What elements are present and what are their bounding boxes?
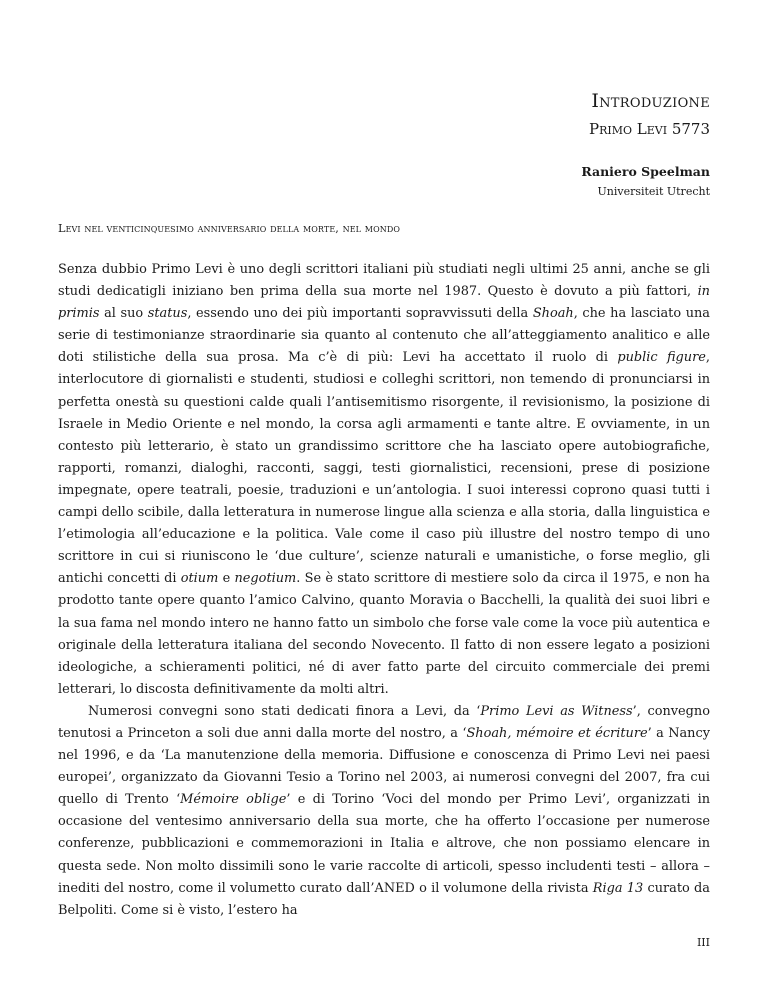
italic-run: otium xyxy=(180,571,219,587)
text-run: ’ a Nancy nel 1996, e da ‘La manutenzione della memoria. Diffusione e conoscenza di Primo Levi nei paesi europei’, organizzato da Giovanni Tesio a Torino nel 2003, ai numerosi convegni del 2007, fra cui quello di Trento ‘ xyxy=(58,725,710,808)
italic-run: public figure xyxy=(617,350,706,366)
author-name: Raniero Speelman xyxy=(581,164,710,179)
paragraph xyxy=(58,259,710,701)
italic-run: in primis xyxy=(58,284,710,322)
page-number: III xyxy=(696,936,710,949)
italic-run: Primo Levi as Witness xyxy=(480,703,633,719)
text-run: curato da Belpoliti. Come si è visto, l’estero ha xyxy=(58,880,710,918)
italic-run: Shoah, mémoire et écriture xyxy=(466,725,648,741)
chapter-title: Introduzione xyxy=(591,90,710,112)
author-affiliation: Universiteit Utrecht xyxy=(597,185,710,198)
text-run: e xyxy=(218,571,235,587)
text-run: , essendo uno dei più importanti sopravvissuti della xyxy=(187,306,533,322)
italic-run: Shoah xyxy=(532,306,574,322)
section-heading: Levi nel venticinquesimo anniversario della morte, nel mondo xyxy=(58,222,401,235)
italic-run: Riga 13 xyxy=(592,880,644,896)
italic-run: Mémoire oblige xyxy=(180,792,287,808)
body-text xyxy=(58,259,710,922)
text-run: al suo xyxy=(99,306,148,322)
text-run: , che ha lasciato una serie di testimonianze straordinarie sia quanto al contenuto che all’atteggiamento analitico e alle doti stilistiche della sua prosa. Ma c’è di più: Levi ha accettato il ruolo di xyxy=(58,306,710,366)
text-run: ’, convegno tenutosi a Princeton a soli due anni dalla morte del nostro, a ‘ xyxy=(58,703,710,741)
text-run: . Se è stato scrittore di mestiere solo da circa il 1975, e non ha prodotto tante opere quanto l’amico Calvino, quanto Moravia o Bacchelli, la qualità dei suoi libri e la sua fama nel mondo intero ne hanno fatto un simbolo che forse vale come la voce più autentica e originale della letteratura italiana del secondo Novecento. Il fatto di non essere legato a posizioni ideologiche, a schieramenti politici, né di aver fatto parte del circuito commerciale dei premi letterari, lo discosta definitivamente da molti altri. xyxy=(58,571,710,697)
text-run: Senza dubbio Primo Levi è uno degli scrittori italiani più studiati negli ultimi 25 anni, anche se gli studi dedicatigli iniziano ben prima della sua morte nel 1987. Questo è dovuto a più fattori, xyxy=(58,262,710,300)
italic-run: negotium xyxy=(234,571,297,587)
text-run: ’ e di Torino ‘Voci del mondo per Primo Levi’, organizzati in occasione del ventesimo anniversario della sua morte, che ha offerto l’occasione per numerose conferenze, pubblicazioni e commemorazioni in Italia e altrove, che non possiamo elencare in questa sede. Non molto dissimili sono le varie raccolte di articoli, spesso includenti testi – allora – inediti del nostro, come il volumetto curato dall’ANED o il volumone della rivista xyxy=(58,792,710,896)
text-run: Numerosi convegni sono stati dedicati finora a Levi, da ‘ xyxy=(88,703,481,719)
paragraph xyxy=(58,701,710,922)
text-run: , interlocutore di giornalisti e studenti, studiosi e colleghi scrittori, non temendo di pronunciarsi in perfetta onestà su questioni calde quali l’antisemitismo risorgente, il revisionismo, la posizione di Israele in Medio Oriente e nel mondo, la corsa agli armamenti e tante altre. E ovviamente, in un contesto più letterario, è stato un grandissimo scrittore che ha lasciato opere autobiografiche, rapporti, romanzi, dialoghi, racconti, saggi, testi giornalistici, recensioni, prese di posizione impegnate, opere teatrali, poesie, traduzioni e un’antologia. I suoi interessi coprono quasi tutti i campi dello scibile, dalla letteratura in numerose lingue alla scienza e alla storia, dalla linguistica e l’etimologia all’educazione e la politica. Vale come il caso più illustre del nostro tempo di uno scrittore in cui si riuniscono le ‘due culture’, scienze naturali e umanistiche, o forse meglio, gli antichi concetti di xyxy=(58,350,711,587)
chapter-subtitle: Primo Levi 5773 xyxy=(589,120,710,138)
italic-run: status xyxy=(147,306,188,322)
